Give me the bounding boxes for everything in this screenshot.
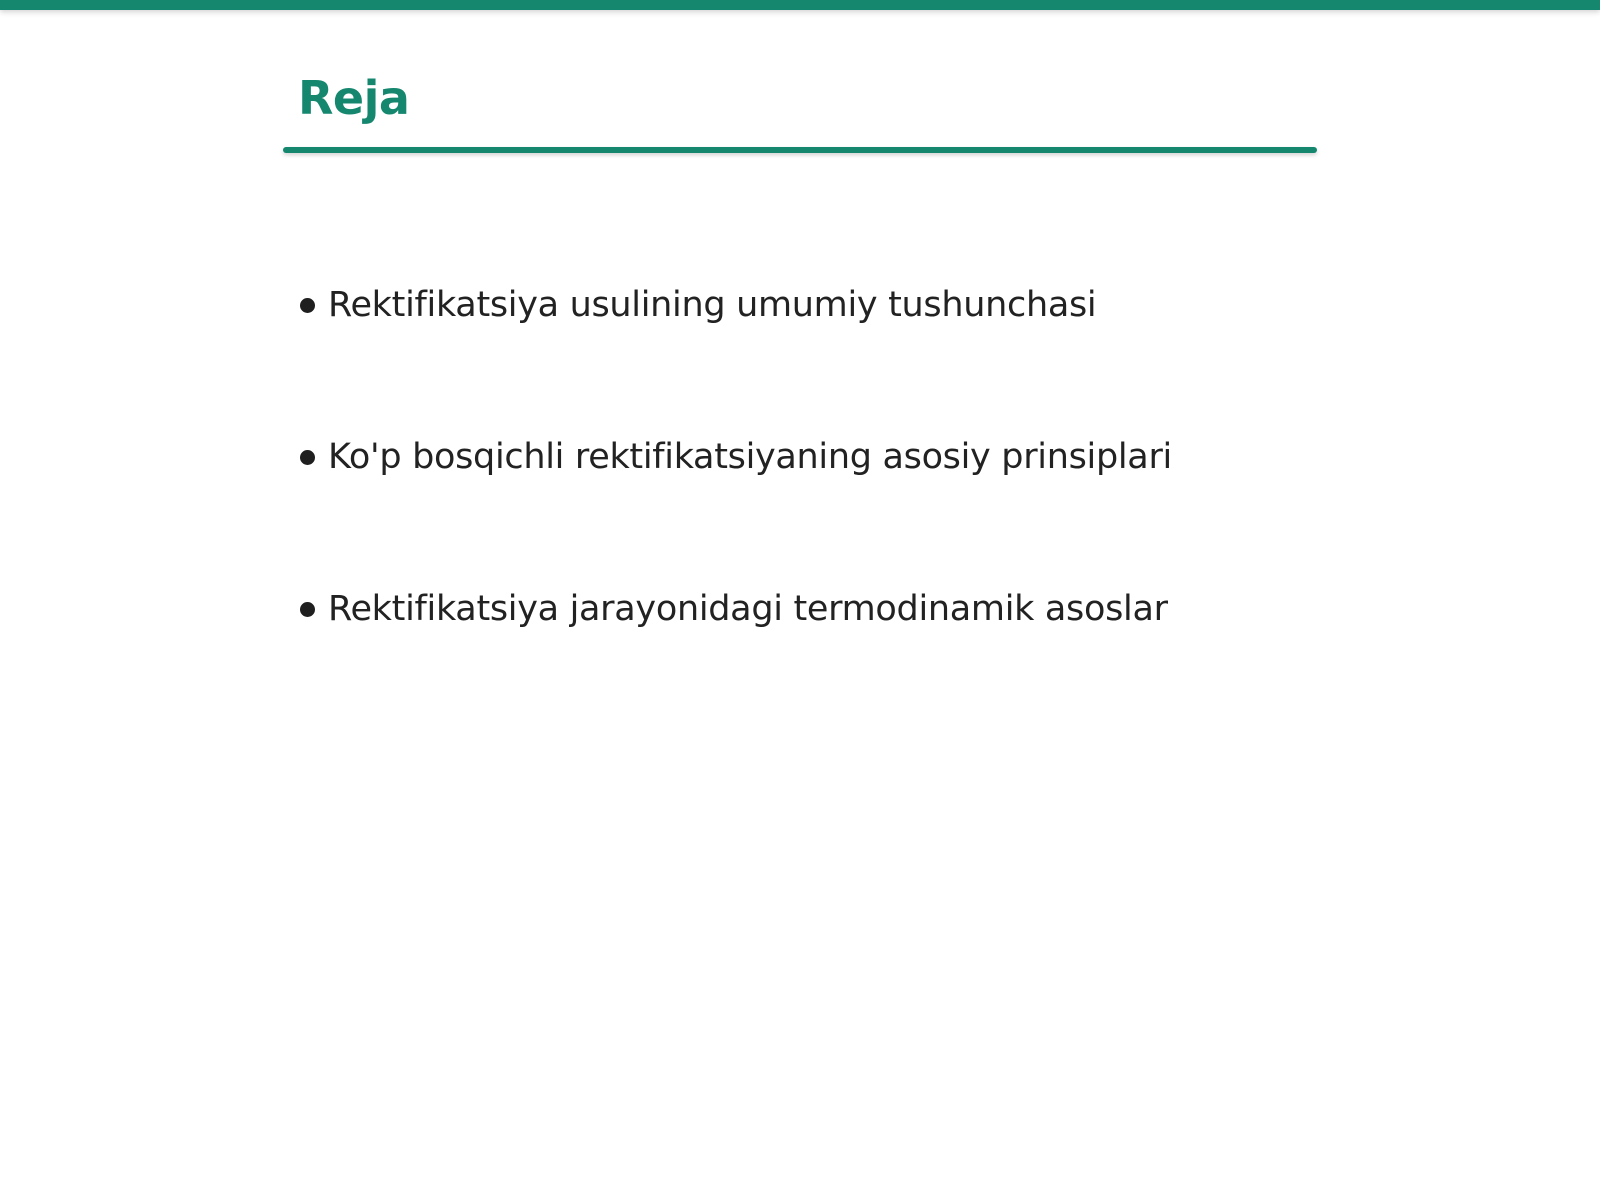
list-item <box>300 275 1172 427</box>
list-item <box>300 579 1172 731</box>
bullet-text: Rektifikatsiya jarayonidagi termodinamik asoslar <box>328 589 1168 629</box>
bullet-icon <box>300 450 315 465</box>
list-item <box>300 427 1172 579</box>
top-accent-bar <box>0 0 1600 10</box>
bullet-text: Rektifikatsiya usulining umumiy tushunchasi <box>328 285 1097 325</box>
bullet-text: Ko'p bosqichli rektifikatsiyaning asosiy prinsiplari <box>328 437 1172 477</box>
title-underline <box>283 147 1317 153</box>
slide-title: Reja <box>298 71 410 125</box>
bullet-icon <box>300 602 315 617</box>
bullet-icon <box>300 298 315 313</box>
bullet-list <box>300 275 1172 731</box>
